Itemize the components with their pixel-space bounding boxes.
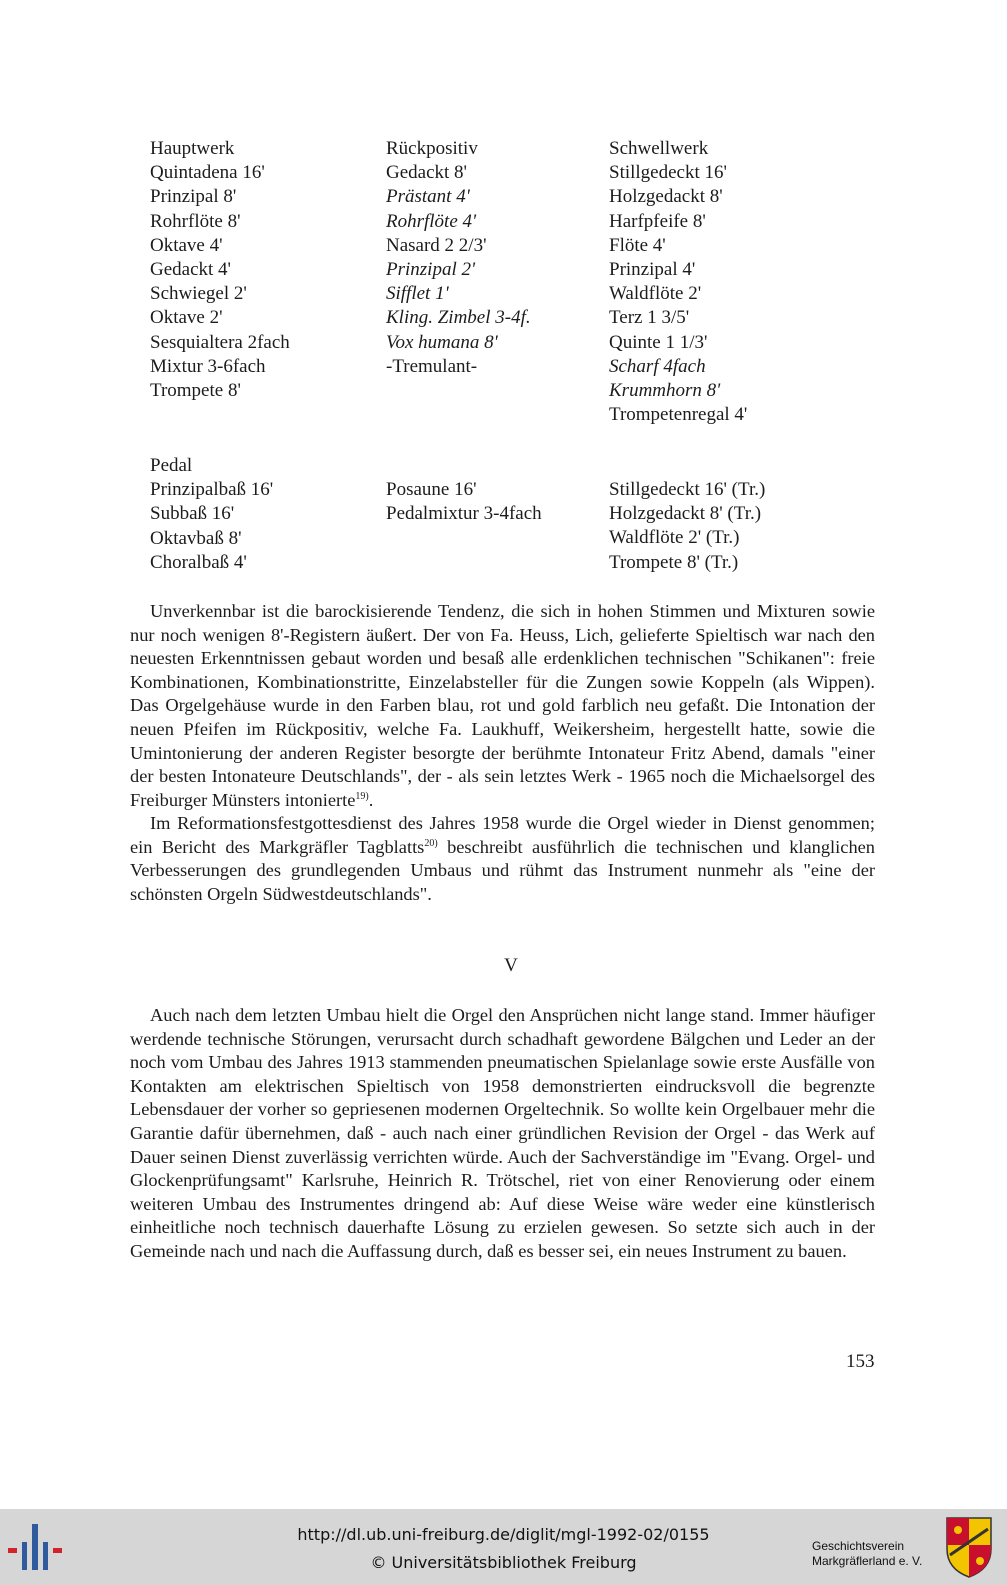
document-url-link[interactable]: http://dl.ub.uni-freiburg.de/diglit/mgl-1992-02/0155 [297, 1525, 710, 1544]
stop: Posaune 16' [386, 479, 477, 500]
stop-new: Scharf 4fach [609, 355, 706, 377]
stop: -Tremulant- [386, 355, 478, 377]
rueckpositiv-title: Rückpositiv [386, 138, 478, 159]
pedal-column-1 [150, 454, 273, 575]
stop: Gedackt 4' [150, 259, 231, 281]
stop: Rohrflöte 8' [150, 210, 241, 232]
stop: Trompete 8' (Tr.) [609, 551, 739, 573]
stop-new: Sifflet 1' [386, 283, 449, 305]
stop-new: Krummhorn 8' [609, 380, 721, 402]
stop: Schwiegel 2' [150, 283, 247, 305]
stop: Mixtur 3-6fach [150, 355, 266, 377]
stop: Flöte 4' [609, 234, 666, 256]
stop: Holzgedackt 8' (Tr.) [609, 503, 762, 525]
paragraph-1-end: . [368, 789, 374, 810]
paragraph-2 [130, 812, 875, 906]
hauptwerk-column [150, 137, 290, 403]
stop: Waldflöte 2' [609, 283, 702, 305]
stop: Trompete 8' [150, 380, 241, 402]
footnote-ref-20: 20) [424, 837, 438, 849]
stop: Pedalmixtur 3-4fach [386, 503, 542, 525]
paragraph-1 [130, 600, 875, 812]
paragraph-2-text-b: beschreibt ausführlich die technischen und klanglichen Verbesserungen des grundlegenden Umbaus und rühmt das Instrument nunmehr als "eine der schönsten Orgeln Südwestdeutschlands". [130, 836, 875, 904]
stop: Waldflöte 2' (Tr.) [609, 527, 740, 549]
copyright-text: © Universitätsbibliothek Freiburg [370, 1553, 637, 1572]
society-name [812, 1539, 942, 1569]
stop: Holzgedackt 8' [609, 186, 723, 208]
stop: Trompetenregal 4' [609, 404, 748, 426]
stop: Oktavbaß 8' [150, 527, 242, 549]
paragraph-1-text: Unverkennbar ist die barockisierende Tendenz, die sich in hohen Stimmen und Mixturen sowie nur noch wenigen 8'-Registern äußert. Der von Fa. Heuss, Lich, gelieferte Spieltisch war nach den neuesten Erkenntnissen gebaut worden und besaß alle erdenklichen technischen "Schikanen": freie Kombinationen, Kombinationstritte, Einzelabsteller für die Zungen sowie Koppeln (als Wippen). Das Orgelgehäuse wurde in den Farben blau, rot und gold farblich neu gefaßt. Die Intonation der neuen Pfeifen im Rückpositiv, welche Fa. Laukhuff, Weikersheim, hergestellt hatte, sowie die Umintonierung der anderen Register besorgte der berühmte Intonateur Fritz Abend, damals "einer der besten Intonateure Deutschlands", der - als sein letztes Werk - 1965 noch die Michaelsorgel des Freiburger Münsters intonierte [130, 601, 875, 810]
pedal-column-2 [386, 478, 542, 526]
stop-new: Vox humana 8' [386, 331, 498, 353]
footnote-ref-19: 19) [355, 790, 369, 802]
society-line-1: Geschichtsverein [812, 1539, 905, 1553]
stop: Stillgedeckt 16' (Tr.) [609, 479, 766, 500]
stop-new: Kling. Zimbel 3-4f. [386, 307, 531, 329]
stop: Prinzipalbaß 16' [150, 479, 274, 501]
paragraph-2-text-a: Im Reformationsfestgottesdienst des Jahres 1958 wurde die Orgel wieder in Dienst genommen; ein Bericht des Markgräfler Tagblatts [130, 813, 875, 857]
paragraph-3: Auch nach dem letzten Umbau hielt die Orgel den Ansprüchen nicht lange stand. Immer häufiger werdende technische Störungen, verursacht durch schadhaft gewordene Bälgchen und Leder an der noch vom Umbau des Jahres 1913 stammenden pneumatischen Spielanlage sowie erste Ausfälle von Kontakten am elektrischen Spieltisch von 1958 demonstrierten eindrucksvoll die begrenzte Lebensdauer der vorher so gepriesenen modernen Orgeltechnik. So wollte kein Orgelbauer mehr die Garantie dafür übernehmen, daß - auch nach einer gründlichen Revision der Orgel - das Werk auf Dauer seinen Dienst zuverlässig verrichten würde. Auch der Sachverständige im "Evang. Orgel- und Glockenprüfungsamt" Karlsruhe, Heinrich R. Trötschel, riet von einer Renovierung oder einem weiteren Umbau des Instrumentes dringend ab: Auf diese Weise wäre weder eine künstlerisch einheitliche noch technisch dauerhafte Lösung zu erzielen gewesen. So setzte sich auch in der Gemeinde nach und nach die Auffassung durch, daß es besser sei, ein neues Instrument zu bauen. [130, 1005, 875, 1261]
schwellwerk-column [609, 137, 747, 427]
stop: Gedackt 8' [386, 162, 467, 184]
stop: Terz 1 3/5' [609, 307, 690, 329]
stop: Nasard 2 2/3' [386, 234, 487, 256]
page-number: 153 [846, 1351, 875, 1372]
pedal-column-3 [609, 478, 765, 575]
stop: Prinzipal 8' [150, 186, 237, 208]
stop: Prinzipal 4' [609, 259, 696, 281]
hauptwerk-title: Hauptwerk [150, 138, 235, 159]
stop: Oktave 2' [150, 307, 223, 329]
stop: Sesquialtera 2fach [150, 331, 290, 353]
stop: Quinte 1 1/3' [609, 331, 708, 353]
stop: Oktave 4' [150, 234, 223, 256]
society-line-2: Markgräflerland e. V. [812, 1554, 923, 1568]
stop: Quintadena 16' [150, 162, 265, 184]
schwellwerk-title: Schwellwerk [609, 138, 709, 159]
rueckpositiv-column [386, 137, 531, 379]
stop-new: Rohrflöte 4' [386, 210, 477, 232]
stop-new: Prästant 4' [386, 186, 470, 208]
footer-bar [0, 1509, 1007, 1585]
stop-new: Prinzipal 2' [386, 259, 476, 281]
section-heading: V [504, 955, 518, 976]
stop: Harfpfeife 8' [609, 210, 706, 232]
stop: Choralbaß 4' [150, 551, 247, 573]
stop: Stillgedeckt 16' [609, 162, 727, 184]
pedal-title: Pedal [150, 455, 193, 476]
stop: Subbaß 16' [150, 503, 235, 525]
coat-of-arms-icon [944, 1515, 994, 1579]
